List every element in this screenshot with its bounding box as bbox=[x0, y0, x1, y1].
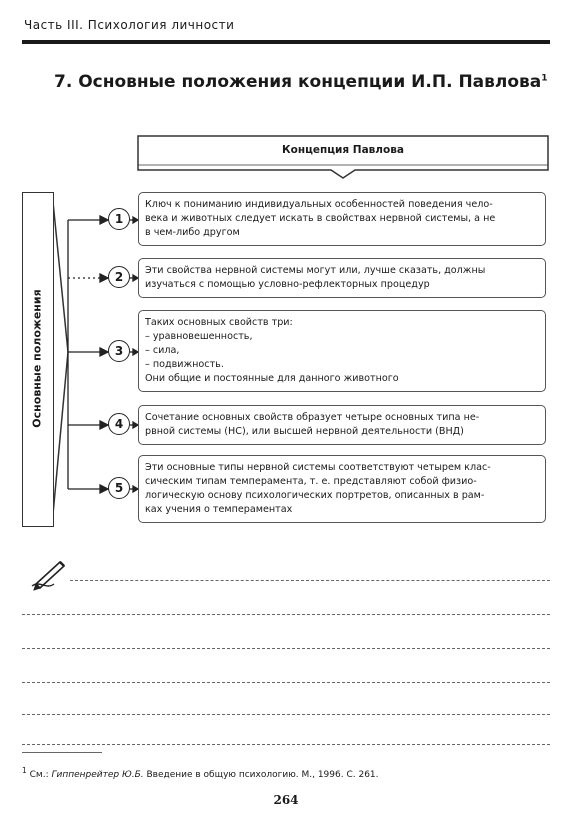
item-line: ках учения о темпераментах bbox=[145, 504, 293, 515]
footnote-rule bbox=[22, 752, 102, 753]
item-box-1 bbox=[138, 192, 546, 246]
footnote-author: Гиппенрейтер Ю.Б. bbox=[51, 770, 144, 780]
item-line: Ключ к пониманию индивидуальных особенностей поведения чело- bbox=[145, 199, 493, 210]
note-line bbox=[22, 682, 550, 683]
running-head: Часть III. Психология личности bbox=[24, 18, 235, 32]
side-label-wrap bbox=[22, 192, 52, 525]
footnote-mark: 1 bbox=[541, 73, 548, 84]
item-line: Таких основных свойств три: bbox=[145, 317, 293, 328]
item-box-2 bbox=[138, 258, 546, 298]
item-line: рвной системы (НС), или высшей нервной деятельности (ВНД) bbox=[145, 426, 464, 437]
item-line: сическим типам темперамента, т. е. представляют собой физио- bbox=[145, 476, 477, 487]
item-line: логическую основу психологических портретов, описанных в рам- bbox=[145, 490, 485, 501]
item-line: – подвижность. bbox=[145, 359, 224, 370]
item-number-3: 3 bbox=[108, 340, 130, 362]
item-box-5 bbox=[138, 455, 546, 523]
item-line: Сочетание основных свойств образует четыре основных типа не- bbox=[145, 412, 480, 423]
note-line bbox=[22, 614, 550, 615]
note-line bbox=[22, 714, 550, 715]
item-number-2: 2 bbox=[108, 266, 130, 288]
footnote-rest: Введение в общую психологию. М., 1996. С. 261. bbox=[143, 770, 379, 780]
item-box-4 bbox=[138, 405, 546, 445]
pen-writing-icon bbox=[30, 556, 74, 592]
item-line: – уравновешенность, bbox=[145, 331, 253, 342]
item-line: изучаться с помощью условно-рефлекторных процедур bbox=[145, 279, 430, 290]
note-line bbox=[22, 648, 550, 649]
item-line: Эти основные типы нервной системы соответствуют четырем клас- bbox=[145, 462, 491, 473]
item-line: в чем-либо другом bbox=[145, 227, 240, 238]
item-box-3 bbox=[138, 310, 546, 392]
item-line: Эти свойства нервной системы могут или, лучше сказать, должны bbox=[145, 265, 486, 276]
item-line: Они общие и постоянные для данного животного bbox=[145, 373, 399, 384]
banner-label: Концепция Павлова bbox=[282, 144, 404, 156]
side-label: Основные положения bbox=[30, 289, 44, 428]
note-line bbox=[70, 580, 550, 581]
footnote-prefix: См.: bbox=[26, 770, 52, 780]
banner-shape bbox=[138, 136, 548, 178]
section-title-text: 7. Основные положения концепции И.П. Павлова bbox=[54, 72, 542, 92]
note-line bbox=[22, 744, 550, 745]
footnote bbox=[22, 766, 379, 780]
item-number-5: 5 bbox=[108, 477, 130, 499]
item-line: века и животных следует искать в свойствах нервной системы, а не bbox=[145, 213, 496, 224]
item-line: – сила, bbox=[145, 345, 180, 356]
item-number-4: 4 bbox=[108, 413, 130, 435]
page-number: 264 bbox=[273, 793, 299, 807]
side-chevron bbox=[52, 192, 68, 525]
footnote-mark: 1 bbox=[22, 766, 27, 775]
item-number-1: 1 bbox=[108, 208, 130, 230]
